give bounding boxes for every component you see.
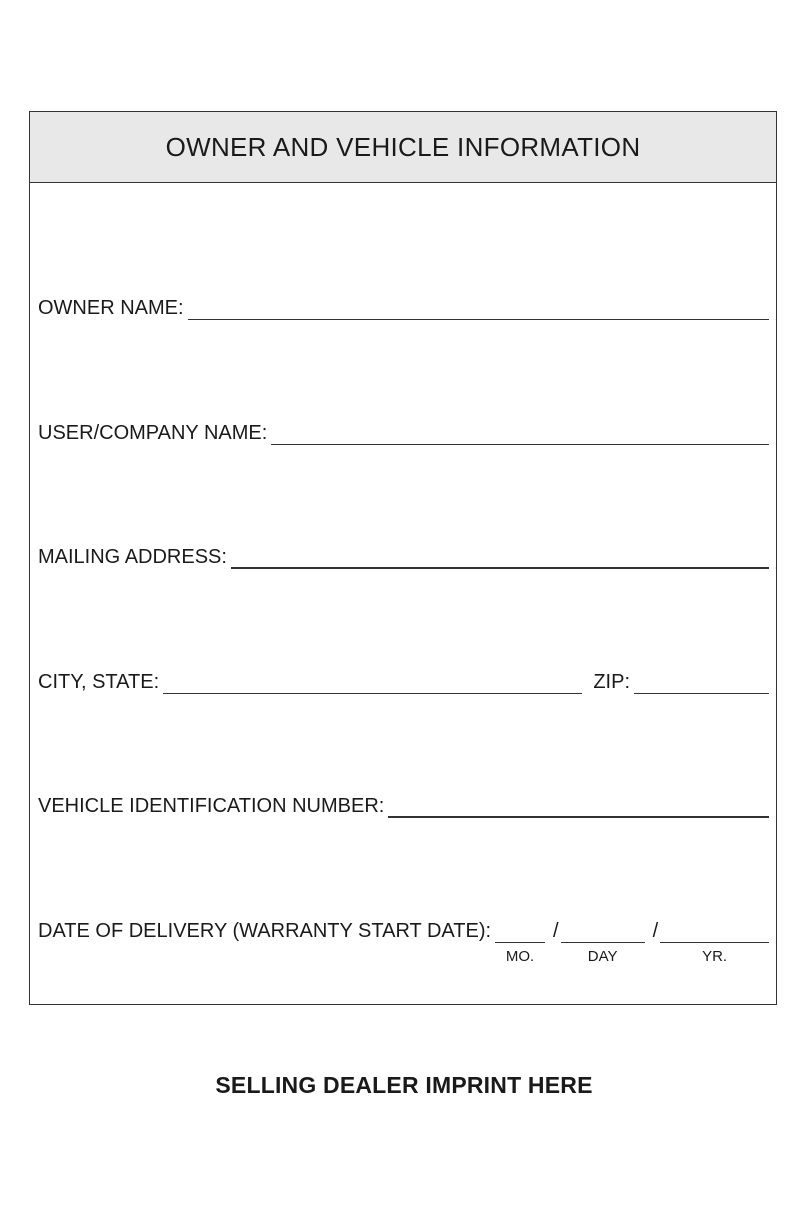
city-state-field[interactable] — [163, 693, 582, 694]
mailing-address-field[interactable] — [231, 567, 769, 569]
city-state-zip-row — [38, 672, 769, 692]
dealer-imprint-label: SELLING DEALER IMPRINT HERE — [215, 1072, 593, 1098]
owner-name-row — [38, 298, 769, 318]
mailing-address-label: MAILING ADDRESS: — [38, 546, 227, 568]
delivery-date-row — [38, 920, 769, 965]
day-caption: DAY — [587, 948, 618, 965]
year-caption: YR. — [702, 948, 728, 965]
user-company-name-field[interactable] — [271, 444, 769, 445]
delivery-date-label: DATE OF DELIVERY (WARRANTY START DATE): — [38, 920, 492, 942]
user-company-name-row — [38, 423, 769, 443]
date-separator: / — [652, 920, 659, 942]
delivery-year-field[interactable] — [660, 942, 769, 965]
date-separator: / — [553, 920, 559, 942]
delivery-day-field[interactable] — [561, 942, 645, 965]
month-caption: MO. — [505, 948, 535, 965]
form-title: OWNER AND VEHICLE INFORMATION — [30, 112, 776, 183]
user-company-name-label: USER/COMPANY NAME: — [38, 422, 268, 444]
owner-name-field[interactable] — [188, 319, 769, 320]
zip-field[interactable] — [634, 693, 769, 694]
vin-row — [38, 796, 769, 816]
vin-label: VEHICLE IDENTIFICATION NUMBER: — [38, 795, 385, 817]
owner-vehicle-form — [29, 111, 777, 1005]
zip-label: ZIP: — [593, 671, 630, 693]
owner-name-label: OWNER NAME: — [38, 297, 184, 319]
city-state-label: CITY, STATE: — [38, 671, 160, 693]
vin-field[interactable] — [388, 816, 769, 818]
mailing-address-row — [38, 547, 769, 567]
delivery-month-field[interactable] — [495, 942, 545, 965]
